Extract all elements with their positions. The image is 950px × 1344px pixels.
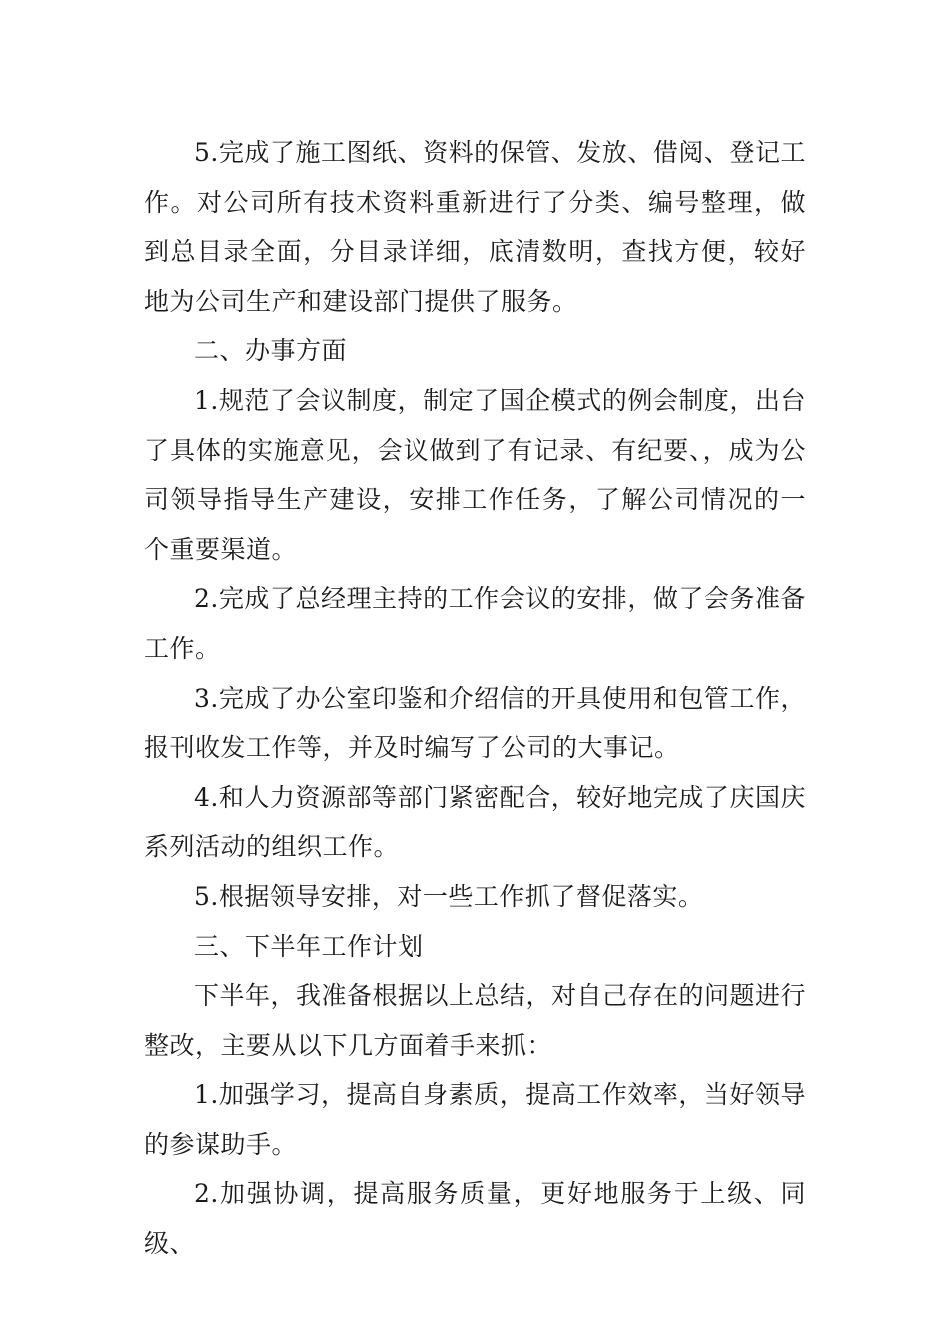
document-body (144, 128, 806, 1269)
paragraph-plan-study: 1.加强学习，提高自身素质，提高工作效率，当好领导的参谋助手。 (144, 1080, 806, 1159)
paragraph-hr-cooperation: 4.和人力资源部等部门紧密配合，较好地完成了庆国庆系列活动的组织工作。 (144, 782, 806, 862)
section-heading-affairs: 二、办事方面 (194, 336, 348, 366)
paragraph-supervision: 5.根据领导安排，对一些工作抓了督促落实。 (194, 881, 704, 911)
section-heading-plan: 三、下半年工作计划 (194, 931, 424, 961)
paragraph-meeting-arrangement: 2.完成了总经理主持的工作会议的安排，做了会务准备工作。 (144, 584, 806, 663)
paragraph-meeting-system: 1.规范了会议制度，制定了国企模式的例会制度，出台了具体的实施意见，会议做到了有记录、有纪要、，成为公司领导指导生产建设，安排工作任务，了解公司情况的一个重要渠道。 (144, 385, 806, 564)
paragraph-archive-management: 5.完成了施工图纸、资料的保管、发放、借阅、登记工作。对公司所有技术资料重新进行了分类、编号整理，做到总目录全面，分目录详细，底清数明，查找方便，较好地为公司生产和建设部门提供了服务。 (144, 138, 806, 316)
paragraph-plan-coordination: 2.加强协调，提高服务质量，更好地服务于上级、同级、 (144, 1179, 806, 1259)
paragraph-seal-management: 3.完成了办公室印鉴和介绍信的开具使用和包管工作，报刊收发工作等，并及时编写了公司的大事记。 (144, 683, 806, 763)
paragraph-plan-intro: 下半年，我准备根据以上总结，对自己存在的问题进行整改，主要从以下几方面着手来抓： (144, 981, 807, 1060)
